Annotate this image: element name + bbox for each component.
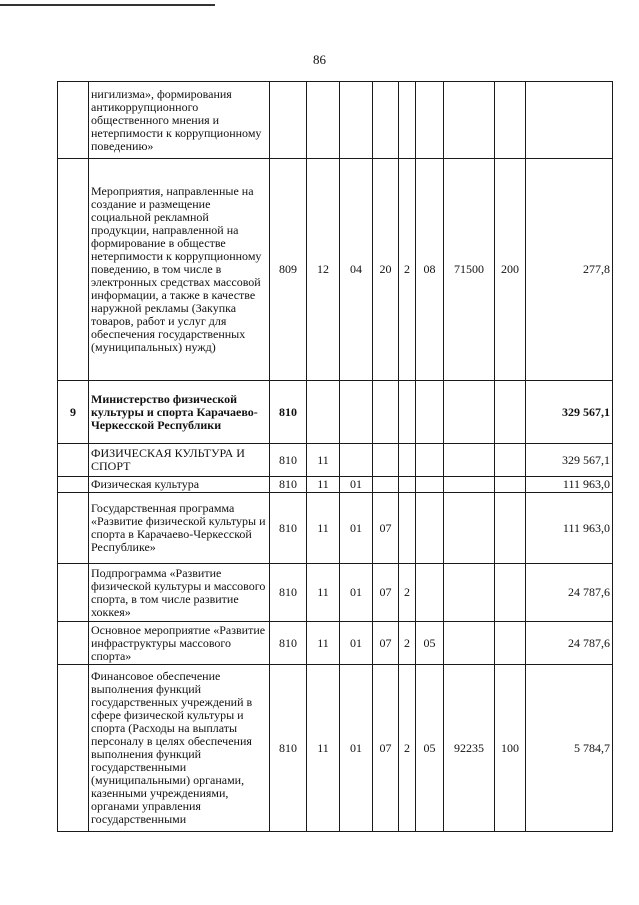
subsection-code: 04 xyxy=(340,159,373,381)
direction-code xyxy=(444,622,495,665)
table-row xyxy=(58,622,613,665)
amount: 111 963,0 xyxy=(526,477,613,493)
direction-code xyxy=(444,493,495,564)
measure-code xyxy=(416,493,444,564)
expense-type-code xyxy=(495,564,526,622)
program-code: 07 xyxy=(373,493,399,564)
program-code: 07 xyxy=(373,665,399,832)
direction-code xyxy=(444,477,495,493)
section-code: 11 xyxy=(307,665,340,832)
ministry-code: 810 xyxy=(270,444,307,477)
amount: 5 784,7 xyxy=(526,665,613,832)
ministry-code: 810 xyxy=(270,493,307,564)
measure-code xyxy=(416,444,444,477)
row-number xyxy=(58,493,89,564)
ministry-code xyxy=(270,82,307,159)
program-code xyxy=(373,477,399,493)
program-code: 07 xyxy=(373,564,399,622)
amount xyxy=(526,82,613,159)
ministry-code: 810 xyxy=(270,477,307,493)
ministry-code: 810 xyxy=(270,564,307,622)
section-code xyxy=(307,381,340,444)
amount: 111 963,0 xyxy=(526,493,613,564)
section-code: 11 xyxy=(307,622,340,665)
row-name: Министерство физической культуры и спорта Карачаево-Черкесской Республики xyxy=(89,381,270,444)
budget-table xyxy=(57,81,613,832)
expense-type-code xyxy=(495,381,526,444)
subprogram-code xyxy=(399,381,416,444)
amount: 24 787,6 xyxy=(526,564,613,622)
subsection-code: 01 xyxy=(340,665,373,832)
section-code: 12 xyxy=(307,159,340,381)
top-rule xyxy=(0,4,215,6)
subprogram-code xyxy=(399,477,416,493)
table-row xyxy=(58,381,613,444)
expense-type-code xyxy=(495,444,526,477)
table-row xyxy=(58,477,613,493)
section-code: 11 xyxy=(307,493,340,564)
row-name: нигилизма», формирования антикоррупционного общественного мнения и нетерпимости к коррупционному поведению» xyxy=(89,82,270,159)
ministry-code: 809 xyxy=(270,159,307,381)
direction-code: 71500 xyxy=(444,159,495,381)
ministry-code: 810 xyxy=(270,665,307,832)
table-row xyxy=(58,82,613,159)
expense-type-code xyxy=(495,622,526,665)
section-code xyxy=(307,82,340,159)
measure-code: 05 xyxy=(416,665,444,832)
subsection-code xyxy=(340,82,373,159)
direction-code xyxy=(444,444,495,477)
program-code: 07 xyxy=(373,622,399,665)
direction-code xyxy=(444,381,495,444)
subsection-code: 01 xyxy=(340,564,373,622)
subprogram-code: 2 xyxy=(399,159,416,381)
row-name: Основное мероприятие «Развитие инфраструктуры массового спорта» xyxy=(89,622,270,665)
section-code: 11 xyxy=(307,564,340,622)
table-row xyxy=(58,444,613,477)
row-number xyxy=(58,159,89,381)
program-code xyxy=(373,381,399,444)
table-row xyxy=(58,665,613,832)
subprogram-code: 2 xyxy=(399,622,416,665)
amount: 329 567,1 xyxy=(526,444,613,477)
direction-code xyxy=(444,564,495,622)
expense-type-code: 200 xyxy=(495,159,526,381)
row-number xyxy=(58,564,89,622)
expense-type-code xyxy=(495,493,526,564)
amount: 329 567,1 xyxy=(526,381,613,444)
expense-type-code: 100 xyxy=(495,665,526,832)
program-code xyxy=(373,82,399,159)
row-number xyxy=(58,622,89,665)
subprogram-code: 2 xyxy=(399,665,416,832)
row-number xyxy=(58,444,89,477)
subsection-code: 01 xyxy=(340,622,373,665)
subsection-code: 01 xyxy=(340,493,373,564)
row-number xyxy=(58,477,89,493)
table-row xyxy=(58,564,613,622)
measure-code xyxy=(416,381,444,444)
measure-code xyxy=(416,477,444,493)
row-name: Физическая культура xyxy=(89,477,270,493)
measure-code xyxy=(416,564,444,622)
expense-type-code xyxy=(495,82,526,159)
amount: 277,8 xyxy=(526,159,613,381)
table-row xyxy=(58,493,613,564)
ministry-code: 810 xyxy=(270,622,307,665)
row-name: Финансовое обеспечение выполнения функций государственных учреждений в сфере физической культуры и спорта (Расходы на выплаты персоналу в целях обеспечения выполнения функций государственными (муниципальными) органами, казенными учреждениями, органами управления государственными xyxy=(89,665,270,832)
subprogram-code xyxy=(399,493,416,564)
row-name: Государственная программа «Развитие физической культуры и спорта в Карачаево-Черкесской Республике» xyxy=(89,493,270,564)
subsection-code xyxy=(340,444,373,477)
direction-code xyxy=(444,82,495,159)
row-name: ФИЗИЧЕСКАЯ КУЛЬТУРА И СПОРТ xyxy=(89,444,270,477)
program-code: 20 xyxy=(373,159,399,381)
ministry-code: 810 xyxy=(270,381,307,444)
page-number: 86 xyxy=(313,52,326,67)
measure-code: 05 xyxy=(416,622,444,665)
row-number xyxy=(58,82,89,159)
expense-type-code xyxy=(495,477,526,493)
row-number xyxy=(58,665,89,832)
table-row xyxy=(58,159,613,381)
section-code: 11 xyxy=(307,444,340,477)
direction-code: 92235 xyxy=(444,665,495,832)
subprogram-code xyxy=(399,444,416,477)
measure-code xyxy=(416,82,444,159)
measure-code: 08 xyxy=(416,159,444,381)
row-number: 9 xyxy=(58,381,89,444)
subsection-code: 01 xyxy=(340,477,373,493)
row-name: Подпрограмма «Развитие физической культуры и массового спорта, в том числе развитие хоккея» xyxy=(89,564,270,622)
amount: 24 787,6 xyxy=(526,622,613,665)
subsection-code xyxy=(340,381,373,444)
subprogram-code: 2 xyxy=(399,564,416,622)
row-name: Мероприятия, направленные на создание и размещение социальной рекламной продукции, направленной на формирование в обществе нетерпимости к коррупционному поведению, в том числе в электронных средствах массовой информации, а также в качестве наружной рекламы (Закупка товаров, работ и услуг для обеспечения государственных (муниципальных) нужд) xyxy=(89,159,270,381)
program-code xyxy=(373,444,399,477)
section-code: 11 xyxy=(307,477,340,493)
subprogram-code xyxy=(399,82,416,159)
